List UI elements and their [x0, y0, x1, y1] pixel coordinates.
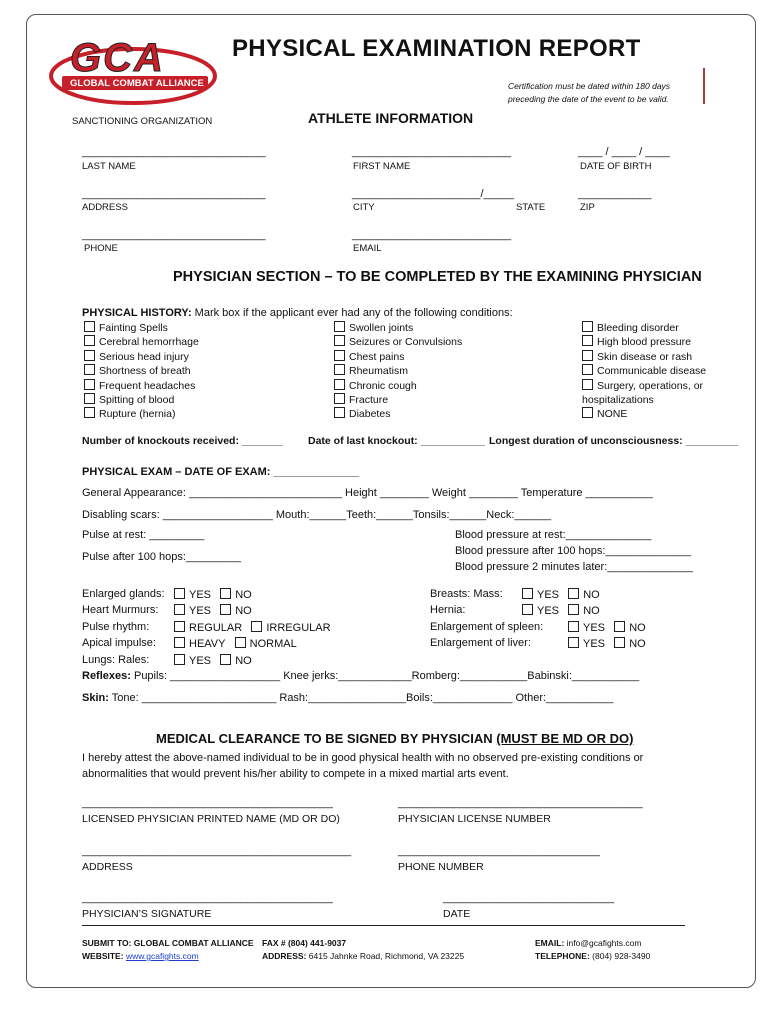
last-name-label: LAST NAME: [82, 161, 136, 172]
no-checkbox[interactable]: [220, 588, 231, 599]
condition-item[interactable]: Seizures or Convulsions: [334, 335, 462, 349]
website-contact: WEBSITE: www.gcafights.com: [82, 951, 199, 961]
checkbox[interactable]: [582, 335, 593, 346]
condition-item[interactable]: Serious head injury: [84, 350, 199, 364]
condition-item[interactable]: High blood pressure: [582, 335, 706, 349]
fax-number: FAX # (804) 441-9037: [262, 938, 347, 948]
accent-bar: [703, 68, 705, 104]
enlarged-glands-label: Enlarged glands:: [82, 588, 165, 600]
knockouts-field[interactable]: Number of knockouts received: _______: [82, 435, 283, 447]
email-contact: EMAIL: info@gcafights.com: [535, 938, 642, 948]
yes-checkbox[interactable]: [174, 604, 185, 615]
regular-checkbox[interactable]: [174, 621, 185, 632]
license-number-label: PHYSICIAN LICENSE NUMBER: [398, 813, 551, 825]
last-knockout-field[interactable]: Date of last knockout: ___________: [308, 435, 485, 447]
no-checkbox[interactable]: [614, 637, 625, 648]
condition-item[interactable]: Rupture (hernia): [84, 407, 199, 421]
signature-label: PHYSICIAN’S SIGNATURE: [82, 908, 212, 920]
apical-impulse-label: Apical impulse:: [82, 637, 156, 649]
checkbox[interactable]: [84, 407, 95, 418]
telephone-contact: TELEPHONE: (804) 928-3490: [535, 951, 651, 961]
date-label: DATE: [443, 908, 471, 920]
checkbox[interactable]: [334, 335, 345, 346]
condition-item[interactable]: Swollen joints: [334, 321, 462, 335]
pulse-rhythm-label: Pulse rhythm:: [82, 621, 150, 633]
yes-checkbox[interactable]: [174, 654, 185, 665]
checkbox[interactable]: [334, 364, 345, 375]
footer-divider: [82, 925, 685, 926]
disabling-scars-line[interactable]: Disabling scars: __________________ Mouth:______Teeth:______Tonsils:______Neck:______: [82, 509, 552, 521]
condition-item[interactable]: Shortness of breath: [84, 364, 199, 378]
yes-checkbox[interactable]: [522, 604, 533, 615]
bp-hops-field[interactable]: Blood pressure after 100 hops:______________: [455, 545, 692, 557]
yes-checkbox[interactable]: [174, 588, 185, 599]
condition-item[interactable]: Skin disease or rash: [582, 350, 706, 364]
physician-phone-field[interactable]: _________________________________: [398, 845, 600, 857]
state-label: STATE: [516, 202, 546, 213]
no-checkbox[interactable]: [614, 621, 625, 632]
condition-item[interactable]: Surgery, operations, or: [582, 379, 706, 393]
spleen-label: Enlargement of spleen:: [430, 621, 544, 633]
physician-phone-label: PHONE NUMBER: [398, 861, 484, 873]
condition-continuation: hospitalizations: [582, 394, 654, 407]
general-appearance-line[interactable]: General Appearance: _________________________ Height ________ Weight ________ Temperature ___________: [82, 487, 653, 499]
condition-item[interactable]: Rheumatism: [334, 364, 462, 378]
physical-history-prompt: PHYSICAL HISTORY: Mark box if the applicant ever had any of the following conditions:: [82, 307, 513, 319]
hernia-options: YES NO: [522, 604, 600, 617]
date-field[interactable]: ____________________________: [443, 892, 615, 904]
checkbox[interactable]: [334, 350, 345, 361]
first-name-label: FIRST NAME: [353, 161, 411, 172]
email-label: EMAIL: [353, 243, 382, 254]
condition-item[interactable]: Bleeding disorder: [582, 321, 706, 335]
pulse-hops-field[interactable]: Pulse after 100 hops:_________: [82, 551, 242, 563]
checkbox[interactable]: [582, 407, 593, 418]
spleen-options: YES NO: [568, 621, 646, 634]
condition-item[interactable]: Communicable disease: [582, 364, 706, 378]
murmurs-options: YES NO: [174, 604, 252, 617]
exam-date-field[interactable]: PHYSICAL EXAM – DATE OF EXAM: ______________: [82, 466, 360, 478]
physician-address-field[interactable]: ____________________________________________: [82, 845, 352, 857]
physician-address-label: ADDRESS: [82, 861, 133, 873]
unconsciousness-field[interactable]: Longest duration of unconsciousness: _________: [489, 435, 739, 447]
condition-item[interactable]: Chest pains: [334, 350, 462, 364]
city-label: CITY: [353, 202, 375, 213]
checkbox[interactable]: [84, 335, 95, 346]
checkbox[interactable]: [582, 321, 593, 332]
page-title: PHYSICAL EXAMINATION REPORT: [232, 35, 641, 62]
printed-name-label: LICENSED PHYSICIAN PRINTED NAME (MD OR DO): [82, 813, 340, 825]
condition-item[interactable]: Spitting of blood: [84, 393, 199, 407]
hernia-label: Hernia:: [430, 604, 466, 616]
bp-rest-field[interactable]: Blood pressure at rest:______________: [455, 529, 652, 541]
lungs-rales-label: Lungs: Rales:: [82, 654, 150, 666]
gca-logo: [48, 36, 220, 106]
glands-options: YES NO: [174, 588, 252, 601]
no-checkbox[interactable]: [568, 588, 579, 599]
logo-letters: GCA: [70, 36, 165, 80]
checkbox[interactable]: [84, 321, 95, 332]
condition-item[interactable]: Cerebral hemorrhage: [84, 335, 199, 349]
checkbox[interactable]: [334, 407, 345, 418]
liver-label: Enlargement of liver:: [430, 637, 531, 649]
skin-line[interactable]: Skin: Tone: ______________________ Rash:________________Boils:_____________ Other:___________: [82, 692, 614, 704]
address-contact: ADDRESS: 6415 Jahnke Road, Richmond, VA 23225: [262, 951, 465, 961]
liver-options: YES NO: [568, 637, 646, 650]
condition-item[interactable]: NONE: [582, 407, 706, 421]
history-col-3: [582, 321, 706, 422]
rhythm-options: REGULAR IRREGULAR: [174, 621, 331, 634]
dob-field[interactable]: ____ / ____ / ____: [578, 146, 670, 158]
heart-murmurs-label: Heart Murmurs:: [82, 604, 159, 616]
phone-field[interactable]: ______________________________: [82, 229, 266, 241]
yes-checkbox[interactable]: [568, 637, 579, 648]
condition-item[interactable]: Chronic cough: [334, 379, 462, 393]
normal-checkbox[interactable]: [235, 637, 246, 648]
address-label: ADDRESS: [82, 202, 128, 213]
submit-to: SUBMIT TO: GLOBAL COMBAT ALLIANCE: [82, 938, 254, 948]
bp-2min-field[interactable]: Blood pressure 2 minutes later:______________: [455, 561, 693, 573]
yes-checkbox[interactable]: [568, 621, 579, 632]
checkbox[interactable]: [582, 350, 593, 361]
dob-label: DATE OF BIRTH: [580, 161, 652, 172]
no-checkbox[interactable]: [568, 604, 579, 615]
checkbox[interactable]: [582, 379, 593, 390]
lungs-options: YES NO: [174, 654, 252, 667]
zip-label: ZIP: [580, 202, 595, 213]
checkbox[interactable]: [334, 379, 345, 390]
breasts-mass-label: Breasts: Mass:: [430, 588, 503, 600]
checkbox[interactable]: [84, 393, 95, 404]
sanctioning-label: SANCTIONING ORGANIZATION: [72, 116, 213, 127]
no-checkbox[interactable]: [220, 654, 231, 665]
checkbox[interactable]: [334, 321, 345, 332]
heavy-checkbox[interactable]: [174, 637, 185, 648]
phone-label: PHONE: [84, 243, 118, 254]
certification-note: Certification must be dated within 180 days preceding the date of the event to be valid.: [508, 81, 671, 104]
logo-subtitle: GLOBAL COMBAT ALLIANCE: [70, 78, 204, 89]
license-number-field[interactable]: ________________________________________: [398, 797, 643, 809]
last-name-field[interactable]: ______________________________: [82, 146, 266, 158]
first-name-field[interactable]: __________________________: [352, 146, 512, 158]
breasts-options: YES NO: [522, 588, 600, 601]
checkbox[interactable]: [84, 350, 95, 361]
physician-section-title: PHYSICIAN SECTION – TO BE COMPLETED BY THE EXAMINING PHYSICIAN: [173, 269, 702, 285]
checkbox[interactable]: [84, 379, 95, 390]
email-field[interactable]: __________________________: [352, 229, 512, 241]
signature-field[interactable]: _________________________________________: [82, 892, 333, 904]
irregular-checkbox[interactable]: [251, 621, 262, 632]
attestation-text: I hereby attest the above-named individual to be in good physical health with no observed pre-existing conditions or abnormalities that would prevent his/her ability to compete in a mixed martial arts event.: [82, 752, 644, 780]
clearance-title: MEDICAL CLEARANCE TO BE SIGNED BY PHYSICIAN (MUST BE MD OR DO): [156, 731, 634, 746]
apical-options: HEAVY NORMAL: [174, 637, 297, 650]
checkbox[interactable]: [84, 364, 95, 375]
checkbox[interactable]: [582, 364, 593, 375]
checkbox[interactable]: [334, 393, 345, 404]
history-col-2: [334, 321, 462, 422]
condition-item[interactable]: Diabetes: [334, 407, 462, 421]
address-field[interactable]: ______________________________: [82, 188, 266, 200]
condition-item[interactable]: Frequent headaches: [84, 379, 199, 393]
history-col-1: [84, 321, 199, 422]
condition-item[interactable]: Fracture: [334, 393, 462, 407]
reflexes-line[interactable]: Reflexes: Pupils: __________________ Knee jerks:____________Romberg:___________Babinski:___________: [82, 670, 640, 682]
no-checkbox[interactable]: [220, 604, 231, 615]
condition-item[interactable]: Fainting Spells: [84, 321, 199, 335]
zip-field[interactable]: ____________: [578, 188, 652, 200]
city-state-field[interactable]: _____________________/_____: [352, 188, 515, 200]
yes-checkbox[interactable]: [522, 588, 533, 599]
website-link[interactable]: www.gcafights.com: [125, 951, 199, 961]
printed-name-field[interactable]: _________________________________________: [82, 797, 333, 809]
pulse-rest-field[interactable]: Pulse at rest: _________: [82, 529, 205, 541]
athlete-info-heading: ATHLETE INFORMATION: [308, 110, 474, 126]
